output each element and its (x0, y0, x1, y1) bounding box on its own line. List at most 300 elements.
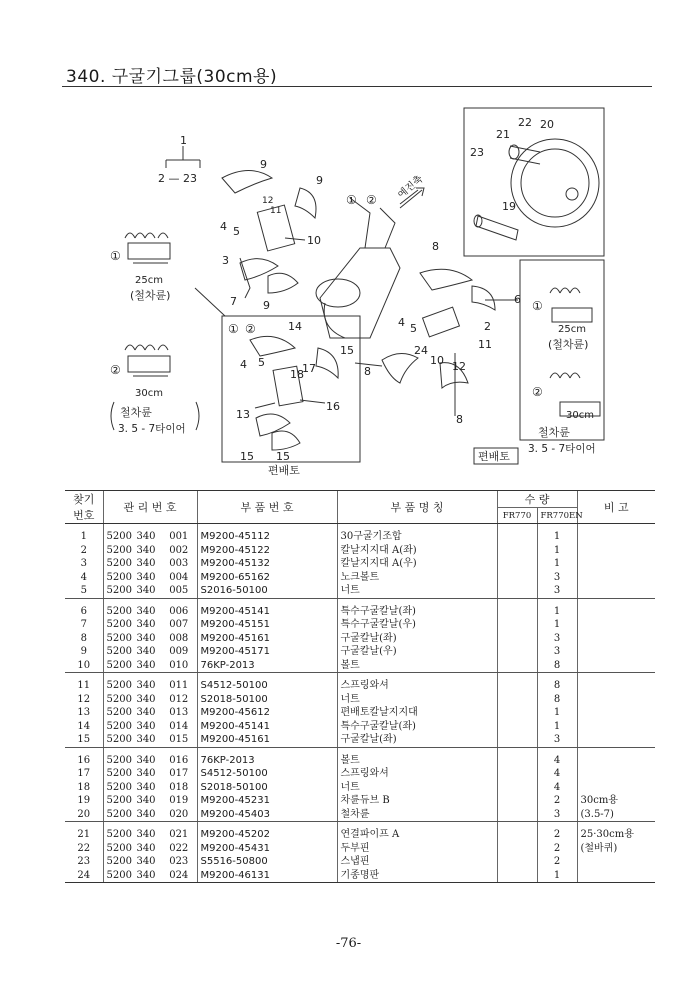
option-left1-caption: (철차륜) (130, 289, 171, 302)
mgmt-code-2: 340 (136, 720, 156, 732)
table-row (65, 618, 655, 632)
mgmt-code-2: 340 (136, 680, 156, 691)
qty-fr770en: 4 (537, 781, 577, 795)
diagram-label-24: 24 (414, 344, 428, 357)
mgmt-code-2: 340 (131, 733, 161, 747)
diagram-circle-1: ① (346, 193, 357, 207)
table-row (65, 869, 655, 883)
ref-no: 11 (77, 680, 91, 691)
mgmt-code-1: 5200 (103, 645, 131, 659)
mgmt-code-3: 023 (169, 856, 189, 867)
diagram-label-14: 14 (288, 320, 302, 333)
table-row (65, 645, 655, 659)
mgmt-code-3: 018 (169, 781, 189, 793)
mgmt-code-1: 5200 (103, 808, 131, 822)
qty-fr770 (497, 733, 537, 747)
part-name: 스프링와셔 (337, 679, 497, 693)
mgmt-code-2: 340 (136, 781, 156, 793)
inset-circle-1: ① (228, 322, 239, 336)
qty-fr770 (497, 828, 537, 842)
mgmt-code-1: 5200 (103, 767, 131, 781)
part-name: 노크볼트 (337, 571, 497, 585)
table-row (65, 706, 655, 720)
part-number: S5516-50800 (197, 855, 337, 869)
mgmt-code-2: 340 (131, 659, 161, 673)
qty-fr770 (497, 808, 537, 822)
part-number: S4512-50100 (197, 767, 337, 781)
inset-circle-2: ② (245, 322, 256, 336)
qty-fr770en: 8 (537, 659, 577, 673)
mgmt-code-1: 5200 (103, 706, 131, 720)
option-right1-caption: (철차륜) (548, 338, 589, 351)
mgmt-code-3: 001 (169, 531, 189, 542)
qty-fr770en: 1 (537, 618, 577, 632)
mgmt-code-3: 015 (161, 733, 197, 747)
note (577, 544, 655, 558)
part-number: M9200-45122 (197, 544, 337, 558)
part-number: S2018-50100 (197, 781, 337, 795)
part-number: 76KP-2013 (197, 754, 337, 768)
mgmt-code-1: 5200 (103, 720, 131, 734)
note (577, 720, 655, 734)
mgmt-code-1: 5200 (103, 733, 131, 747)
table-row (65, 679, 655, 693)
part-number: M9200-45431 (197, 842, 337, 856)
right-caption: 편배토 (478, 450, 510, 463)
diagram-label-20: 20 (540, 118, 554, 131)
header-qty-fr770: FR770 (497, 508, 537, 524)
mgmt-code-2: 340 (136, 558, 156, 569)
diagram-label-12: 12 (262, 196, 274, 206)
diagram-label-15a: 15 (340, 344, 354, 357)
table-row (65, 767, 655, 781)
note: 30cm용 (577, 794, 655, 808)
part-name: 철차륜 (337, 808, 497, 822)
diagram-label-13: 13 (236, 408, 250, 421)
mgmt-code-1: 5200 (103, 828, 131, 842)
diagram-label-5c: 5 (258, 356, 265, 369)
ref-no: 22 (77, 842, 91, 854)
part-name: 칼날지지대 A(좌) (337, 544, 497, 558)
header-part-name: 부 품 명 칭 (337, 491, 497, 524)
mgmt-code-1: 5200 (103, 557, 131, 571)
option-right2-caption-b: 3. 5 - 7타이어 (528, 443, 596, 455)
diagram-label-2: 2 (484, 320, 491, 333)
note (577, 571, 655, 585)
diagram-label-19: 19 (502, 200, 516, 213)
qty-fr770en: 1 (537, 720, 577, 734)
qty-fr770 (497, 584, 537, 598)
diagram-label-21: 21 (496, 128, 510, 141)
ref-no: 9 (80, 646, 87, 657)
mgmt-code-3: 008 (169, 632, 189, 644)
diagram-label-range: 2 — 23 (158, 172, 197, 185)
mgmt-code-2: 340 (136, 632, 156, 644)
mgmt-code-1: 5200 (103, 618, 131, 632)
qty-fr770en: 3 (537, 645, 577, 659)
table-row (65, 855, 655, 869)
ref-no: 15 (65, 733, 103, 747)
qty-fr770en: 8 (537, 693, 577, 707)
header-part-no: 부 품 번 호 (197, 491, 337, 524)
note (577, 679, 655, 693)
mgmt-code-2: 340 (131, 584, 161, 598)
qty-fr770en: 3 (537, 584, 577, 598)
diagram-label-4c: 4 (240, 358, 247, 371)
ref-no: 23 (77, 856, 91, 867)
part-name: 기종명판 (337, 869, 497, 883)
diagram-label-8c: 8 (456, 413, 463, 426)
table-row (65, 842, 655, 856)
part-name: 너트 (337, 693, 497, 707)
mgmt-code-3: 021 (169, 829, 189, 840)
note (577, 754, 655, 768)
mgmt-code-2: 340 (131, 869, 161, 883)
option-left1-width: 25cm (135, 275, 163, 286)
diagram-label-9c: 9 (263, 299, 270, 312)
part-name: 볼트 (337, 754, 497, 768)
qty-fr770 (497, 720, 537, 734)
diagram-direction-label: 예진축 (396, 173, 426, 201)
ref-no: 18 (77, 781, 91, 793)
mgmt-code-3: 012 (169, 693, 189, 705)
qty-fr770 (497, 605, 537, 619)
diagram-label-16: 16 (326, 400, 340, 413)
mgmt-code-3: 014 (169, 720, 189, 732)
part-name: 스프링와셔 (337, 767, 497, 781)
mgmt-code-3: 020 (161, 808, 197, 822)
note (577, 632, 655, 646)
part-number: 76KP-2013 (197, 659, 337, 673)
note: 25·30cm용 (577, 828, 655, 842)
note (577, 605, 655, 619)
qty-fr770 (497, 842, 537, 856)
part-name: 특수구굴칼날(좌) (337, 720, 497, 734)
mgmt-code-3: 010 (161, 659, 197, 673)
part-number: M9200-45171 (197, 645, 337, 659)
mgmt-code-1: 5200 (103, 571, 131, 585)
table-row (65, 693, 655, 707)
diagram-label-8b: 8 (364, 365, 371, 378)
qty-fr770en: 1 (537, 557, 577, 571)
table-row (65, 828, 655, 842)
mgmt-code-1: 5200 (103, 693, 131, 707)
header-note: 비 고 (577, 491, 655, 524)
qty-fr770en: 3 (537, 808, 577, 822)
ref-no: 7 (80, 619, 87, 630)
table-row (65, 808, 655, 822)
mgmt-code-1: 5200 (103, 842, 131, 856)
diagram-label-6: 6 (514, 293, 521, 306)
table-row (65, 557, 655, 571)
ref-no: 1 (80, 531, 87, 542)
title-divider (62, 86, 652, 87)
table-row (65, 530, 655, 544)
page-number: -76- (335, 936, 362, 951)
mgmt-code-1: 5200 (103, 584, 131, 598)
note (577, 781, 655, 795)
table-row (65, 571, 655, 585)
table-row (65, 659, 655, 673)
note (577, 645, 655, 659)
qty-fr770en: 2 (537, 855, 577, 869)
qty-fr770 (497, 645, 537, 659)
ref-no: 20 (65, 808, 103, 822)
part-number: M9200-45141 (197, 720, 337, 734)
qty-fr770 (497, 693, 537, 707)
ref-no: 3 (80, 558, 87, 569)
ref-no: 12 (77, 693, 91, 705)
mgmt-code-2: 340 (136, 531, 156, 542)
mgmt-code-1: 5200 (103, 544, 131, 558)
mgmt-code-1: 5200 (103, 794, 131, 808)
mgmt-code-3: 004 (169, 571, 189, 583)
ref-no: 21 (77, 829, 91, 840)
mgmt-code-3: 019 (169, 795, 189, 806)
qty-fr770 (497, 781, 537, 795)
ref-no: 5 (65, 584, 103, 598)
parts-table-body (65, 524, 655, 883)
table-header-row (65, 491, 655, 508)
part-number: S2018-50100 (197, 693, 337, 707)
table-row (65, 733, 655, 747)
qty-fr770 (497, 659, 537, 673)
part-number: M9200-46131 (197, 869, 337, 883)
qty-fr770en: 1 (537, 605, 577, 619)
part-name: 편배토칼날지지대 (337, 706, 497, 720)
header-mgmt: 관 리 번 호 (103, 491, 197, 524)
option-right2-caption-a: 철차륜 (538, 426, 570, 439)
part-number: M9200-45151 (197, 618, 337, 632)
mgmt-code-2: 340 (136, 605, 156, 617)
exploded-parts-diagram (100, 98, 620, 480)
table-row (65, 632, 655, 646)
mgmt-code-1: 5200 (103, 530, 131, 544)
diagram-label-18: 18 (290, 368, 304, 381)
option-right1-circle: ① (532, 299, 543, 313)
part-name: 연결파이프 A (337, 828, 497, 842)
note: (3.5-7) (577, 808, 655, 822)
mgmt-code-3: 017 (169, 768, 189, 779)
part-number: M9200-45141 (197, 605, 337, 619)
part-number: M9200-45132 (197, 557, 337, 571)
mgmt-code-3: 002 (169, 544, 189, 556)
diagram-label-15b: 15 (240, 450, 254, 463)
diagram-label-5b: 5 (410, 322, 417, 335)
option-right2-width: 30cm (566, 410, 594, 421)
qty-fr770 (497, 618, 537, 632)
note (577, 584, 655, 598)
mgmt-code-1: 5200 (103, 781, 131, 795)
option-left1-circle: ① (110, 249, 121, 263)
mgmt-code-2: 340 (136, 842, 156, 854)
ref-no: 17 (77, 768, 91, 779)
mgmt-code-2: 340 (136, 571, 156, 583)
part-number: M9200-45161 (197, 733, 337, 747)
mgmt-code-1: 5200 (103, 659, 131, 673)
qty-fr770 (497, 557, 537, 571)
ref-no: 4 (80, 571, 87, 583)
qty-fr770 (497, 530, 537, 544)
part-number: M9200-45161 (197, 632, 337, 646)
ref-no: 16 (77, 754, 91, 766)
mgmt-code-3: 005 (161, 584, 197, 598)
part-name: 칼날지지대 A(우) (337, 557, 497, 571)
table-row (65, 754, 655, 768)
mgmt-code-3: 011 (169, 680, 189, 691)
part-name: 구굴칼날(우) (337, 645, 497, 659)
mgmt-code-2: 340 (136, 619, 156, 630)
diagram-label-11b: 11 (478, 338, 492, 351)
qty-fr770 (497, 855, 537, 869)
diagram-label-4a: 4 (220, 220, 227, 233)
qty-fr770 (497, 571, 537, 585)
mgmt-code-3: 024 (161, 869, 197, 883)
diagram-label-10b: 10 (430, 354, 444, 367)
qty-fr770 (497, 632, 537, 646)
diagram-circle-2: ② (366, 193, 377, 207)
part-name: 30구굴기조합 (337, 530, 497, 544)
option-left2-width: 30cm (135, 388, 163, 399)
part-name: 차륜듀브 B (337, 794, 497, 808)
table-row (65, 605, 655, 619)
qty-fr770 (497, 754, 537, 768)
mgmt-code-3: 003 (169, 558, 189, 569)
qty-fr770en: 4 (537, 754, 577, 768)
part-name: 특수구굴칼날(우) (337, 618, 497, 632)
qty-fr770en: 1 (537, 544, 577, 558)
option-left2-circle: ② (110, 363, 121, 377)
table-row (65, 584, 655, 598)
mgmt-code-2: 340 (136, 795, 156, 806)
part-number: M9200-45202 (197, 828, 337, 842)
diagram-label-9b: 9 (316, 174, 323, 187)
ref-no: 8 (80, 632, 87, 644)
ref-no: 6 (80, 605, 87, 617)
part-number: M9200-45112 (197, 530, 337, 544)
mgmt-code-2: 340 (136, 544, 156, 556)
mgmt-code-2: 340 (136, 754, 156, 766)
header-qty: 수 량 (497, 491, 577, 508)
table-row (65, 781, 655, 795)
part-name: 특수구굴칼날(좌) (337, 605, 497, 619)
header-ref: 찾기 번호 (65, 491, 103, 524)
mgmt-code-3: 009 (169, 646, 189, 657)
diagram-label-9a: 9 (260, 158, 267, 171)
diagram-label-17: 17 (302, 362, 316, 375)
qty-fr770 (497, 679, 537, 693)
ref-no: 24 (65, 869, 103, 883)
qty-fr770en: 3 (537, 632, 577, 646)
ref-no: 14 (77, 720, 91, 732)
qty-fr770en: 1 (537, 706, 577, 720)
qty-fr770en: 3 (537, 571, 577, 585)
mgmt-code-3: 022 (169, 842, 189, 854)
note (577, 618, 655, 632)
page-title: 340. 구굴기그룹(30cm용) (66, 67, 278, 87)
qty-fr770 (497, 794, 537, 808)
qty-fr770en: 4 (537, 767, 577, 781)
parts-table (65, 490, 655, 883)
mgmt-code-3: 013 (169, 707, 189, 718)
mgmt-code-2: 340 (136, 707, 156, 718)
mgmt-code-3: 016 (169, 754, 189, 766)
table-row (65, 544, 655, 558)
part-name: 스냅핀 (337, 855, 497, 869)
part-name: 볼트 (337, 659, 497, 673)
part-name: 두부핀 (337, 842, 497, 856)
note (577, 869, 655, 883)
option-left2-caption-a: 철차륜 (120, 406, 152, 419)
diagram-label-1: 1 (180, 134, 187, 147)
diagram-label-5a: 5 (233, 225, 240, 238)
part-number: M9200-45403 (197, 808, 337, 822)
ref-no: 13 (77, 707, 91, 718)
part-name: 너트 (337, 781, 497, 795)
qty-fr770 (497, 869, 537, 883)
ref-no: 19 (77, 795, 91, 806)
option-left2-caption-b: 3. 5 - 7타이어 (118, 423, 186, 435)
part-name: 구굴칼날(좌) (337, 733, 497, 747)
diagram-label-11: 11 (270, 206, 282, 216)
header-qty-fr770en: FR770EN (537, 508, 577, 524)
qty-fr770 (497, 544, 537, 558)
mgmt-code-2: 340 (136, 829, 156, 840)
part-number: S2016-50100 (197, 584, 337, 598)
mgmt-code-2: 340 (136, 856, 156, 867)
part-name: 너트 (337, 584, 497, 598)
mgmt-code-2: 340 (136, 693, 156, 705)
mgmt-code-2: 340 (136, 646, 156, 657)
note (577, 557, 655, 571)
diagram-label-7: 7 (230, 295, 237, 308)
note (577, 706, 655, 720)
mgmt-code-1: 5200 (103, 632, 131, 646)
qty-fr770en: 1 (537, 530, 577, 544)
qty-fr770en: 3 (537, 733, 577, 747)
part-number: M9200-45612 (197, 706, 337, 720)
mgmt-code-1: 5200 (103, 754, 131, 768)
option-right1-width: 25cm (558, 324, 586, 335)
mgmt-code-3: 007 (169, 619, 189, 630)
qty-fr770en: 2 (537, 794, 577, 808)
diagram-label-15c: 15 (276, 450, 290, 463)
mgmt-code-2: 340 (131, 808, 161, 822)
inset-caption: 편배토 (268, 464, 300, 477)
diagram-label-10a: 10 (307, 234, 321, 247)
diagram-label-22: 22 (518, 116, 532, 129)
diagram-label-4b: 4 (398, 316, 405, 329)
qty-fr770en: 8 (537, 679, 577, 693)
table-row (65, 720, 655, 734)
mgmt-code-1: 5200 (103, 855, 131, 869)
diagram-label-8a: 8 (432, 240, 439, 253)
part-name: 구굴칼날(좌) (337, 632, 497, 646)
part-number: S4512-50100 (197, 679, 337, 693)
part-number: M9200-45231 (197, 794, 337, 808)
note (577, 733, 655, 747)
mgmt-code-2: 340 (136, 768, 156, 779)
qty-fr770en: 2 (537, 828, 577, 842)
mgmt-code-3: 006 (169, 605, 189, 617)
ref-no: 10 (65, 659, 103, 673)
note (577, 855, 655, 869)
note (577, 659, 655, 673)
diagram-label-23: 23 (470, 146, 484, 159)
option-right2-circle: ② (532, 385, 543, 399)
note (577, 693, 655, 707)
qty-fr770en: 1 (537, 869, 577, 883)
